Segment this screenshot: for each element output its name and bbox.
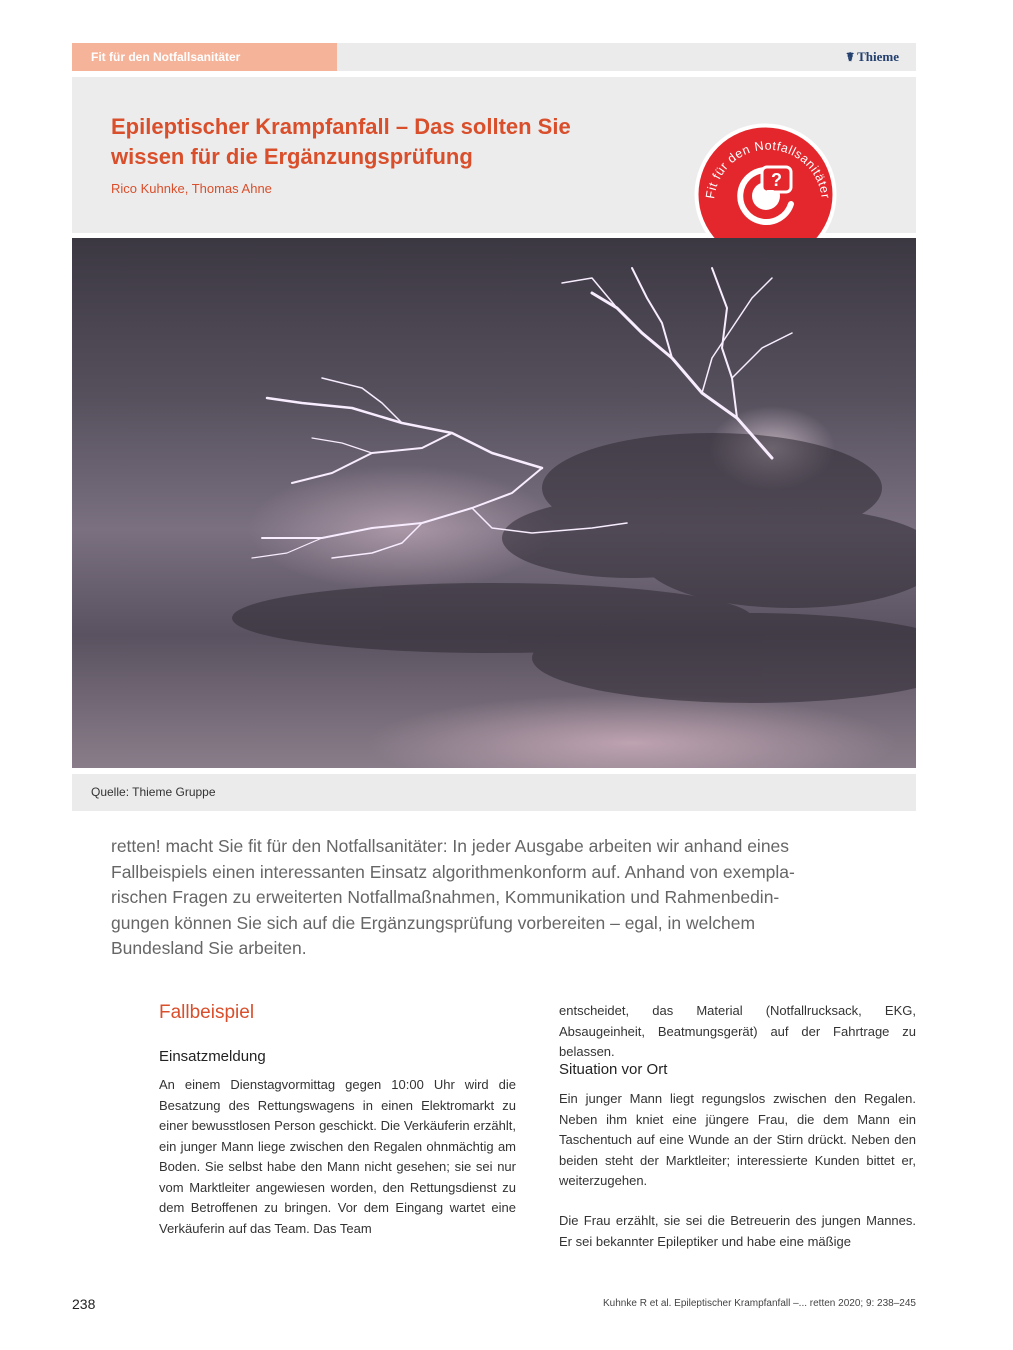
article-authors: Rico Kuhnke, Thomas Ahne [111, 181, 272, 196]
article-title [111, 112, 671, 172]
thieme-logo-icon: ☤ [846, 50, 855, 64]
intro-paragraph [111, 834, 871, 962]
paragraph-einsatzmeldung: An einem Dienstagvormittag gegen 10:00 Uhr wird die Besatzung des Rettungswagens in einen Elektromarkt zu einer bewusstlosen Person geschickt. Die Verkäuferin erzählt, ein junger Mann liege zwischen den Regalen ohnmächtig am Boden. Sie selbst habe den Mann nicht gesehen; sie sei nur vom Marktleiter angewiesen worden, den Rettungsdienst zu dem Betroffenen zu bringen. Vor dem Eingang wartet eine Verkäuferin auf das Team. Das Team [159, 1077, 516, 1236]
intro-line-2: Fallbeispiels einen interessanten Einsatz algorithmenkonform auf. Anhand von exempla- [111, 861, 795, 882]
section-heading-fallbeispiel: Fallbeispiel [159, 1002, 255, 1023]
publisher-logo [846, 43, 899, 71]
hero-image [72, 238, 916, 768]
badge-question-mark: ? [771, 170, 782, 190]
article-title-line-2: wissen für die Ergänzungsprüfung [111, 144, 473, 169]
publisher-name: Thieme [857, 49, 899, 64]
footer-citation: Kuhnke R et al. Epileptischer Krampfanfall –... retten 2020; 9: 238–245 [603, 1298, 916, 1309]
subheading-einsatzmeldung: Einsatzmeldung [159, 1048, 266, 1065]
intro-line-4: gungen können Sie sich auf die Ergänzungsprüfung vorbereiten – egal, in welchem [111, 912, 756, 933]
series-tag-label: Fit für den Notfallsanitäter [91, 50, 241, 64]
intro-line-5: Bundesland Sie arbeiten. [111, 938, 307, 958]
badge-ring-text-path: Fit für den Notfallsanitäter [703, 138, 833, 200]
header-bar [337, 43, 916, 71]
figure-caption [72, 774, 916, 811]
intro-line-1: retten! macht Sie fit für den Notfallsanitäter: In jeder Ausgabe arbeiten wir anhand eines [111, 836, 790, 856]
subheading-situation-vor-ort: Situation vor Ort [559, 1061, 668, 1078]
storm-clouds [232, 433, 916, 703]
paragraph-betreuerin: Die Frau erzählt, sie sei die Betreuerin des jungen Mannes. Er sei bekannter Epileptiker und habe eine mäßige [559, 1213, 916, 1249]
paragraph-situation: Ein junger Mann liegt regungslos zwischen den Regalen. Neben ihm kniet eine jüngere Frau, die dem Mann ein Taschentuch auf eine Wunde an der Stirn drückt. Neben den beiden steht der Marktleiter; interessierte Kunden bittet er, weiterzugehen. [559, 1091, 916, 1188]
page-number: 238 [72, 1296, 96, 1312]
figure-caption-text: Quelle: Thieme Gruppe [91, 785, 216, 799]
article-title-line-1: Epileptischer Krampfanfall – Das sollten Sie [111, 114, 571, 139]
intro-line-3: rischen Fragen zu erweiterten Notfallmaßnahmen, Kommunikation und Rahmenbedin- [111, 887, 780, 907]
lightning-photo [72, 238, 916, 768]
series-tag [72, 43, 337, 71]
paragraph-einsatzmeldung-continued: entscheidet, das Material (Notfallrucksack, EKG, Absaugeinheit, Beatmungsgerät) auf der Fahrtrage zu belassen. [559, 1003, 916, 1059]
